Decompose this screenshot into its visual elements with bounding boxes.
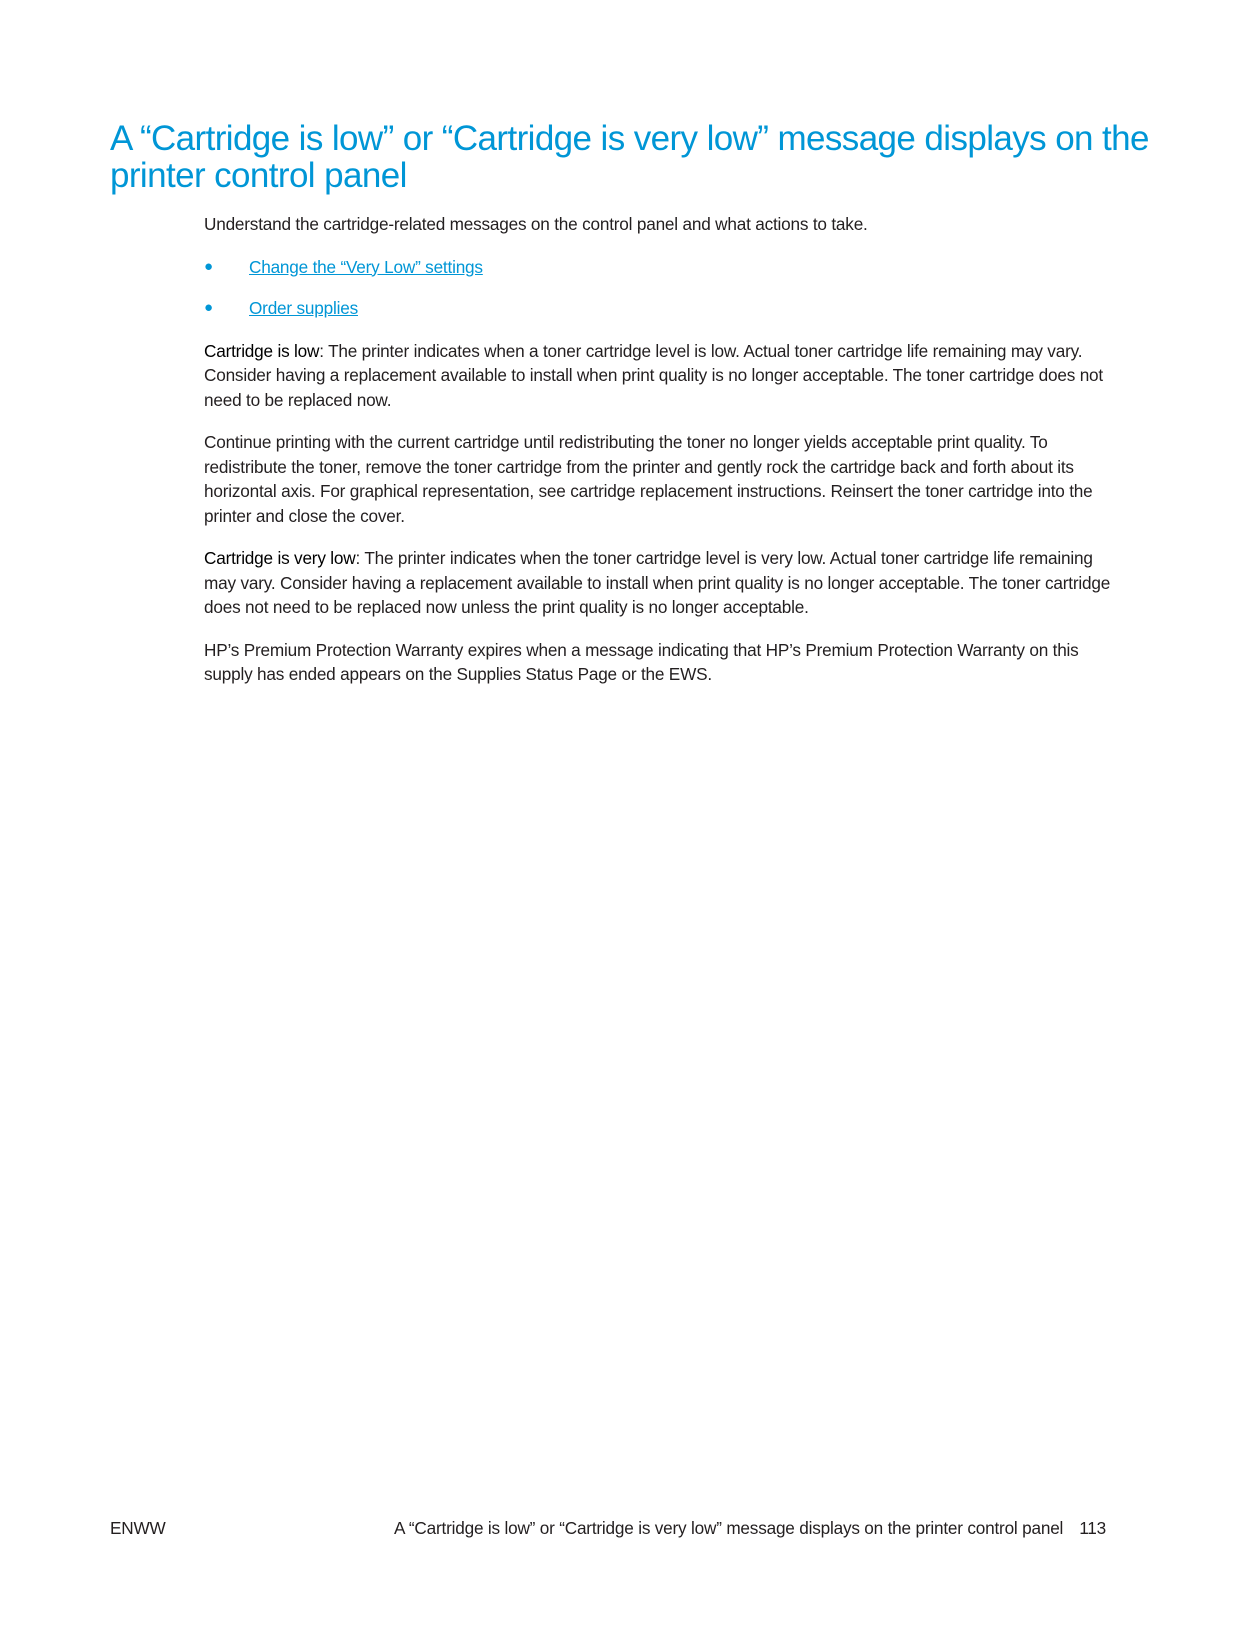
list-item — [204, 296, 1124, 321]
warranty-paragraph: HP’s Premium Protection Warranty expires when a message indicating that HP’s Premium Protection Warranty on this supply has ended appears on the Supplies Status Page or the EWS. — [204, 639, 1079, 684]
continue-printing-paragraph: Continue printing with the current cartridge until redistributing the toner no longer yields acceptable print quality. To redistribute the toner, remove the toner cartridge from the printer and gently rock the cartridge back and forth about its horizontal axis. For graphical representation, see cartridge replacement instructions. Reinsert the toner cartridge into the printer and close the cover. — [204, 432, 1093, 526]
page-number: 113 — [1079, 1518, 1106, 1538]
bullet-icon: ● — [204, 257, 213, 275]
cartridge-very-low-term: Cartridge is very low — [204, 548, 356, 568]
footer-locale: ENWW — [110, 1518, 166, 1538]
bullet-icon: ● — [204, 299, 213, 316]
order-supplies-link[interactable]: Order supplies — [249, 298, 358, 318]
cartridge-low-paragraph — [204, 339, 1124, 413]
cartridge-low-text: : The printer indicates when a toner cartridge level is low. Actual toner cartridge life remaining may vary. Consider having a replacement available to install when print quality is no longer acceptable. The toner cartridge does not need to be replaced now. — [204, 340, 1103, 410]
footer-section: A “Cartridge is low” or “Cartridge is very low” message displays on the printer control panel — [394, 1518, 1064, 1538]
list-item — [204, 255, 1124, 280]
main-content — [204, 212, 1124, 705]
change-very-low-settings-link[interactable]: Change the “Very Low” settings — [249, 256, 483, 277]
footer-running-title — [394, 1518, 1106, 1539]
page-title: A “Cartridge is low” or “Cartridge is very low” message displays on the printer control panel — [110, 119, 1149, 195]
cartridge-very-low-paragraph — [204, 546, 1124, 620]
cartridge-low-term: Cartridge is low — [204, 340, 320, 361]
intro-text: Understand the cartridge-related messages on the control panel and what actions to take. — [204, 214, 868, 234]
link-list — [204, 255, 1124, 321]
cartridge-very-low-text: : The printer indicates when the toner cartridge level is very low. Actual toner cartridge life remaining may vary. Consider having a replacement available to install when print quality is no longer acceptable. The toner cartridge does not need to be replaced now unless the print quality is no longer acceptable. — [204, 548, 1111, 617]
